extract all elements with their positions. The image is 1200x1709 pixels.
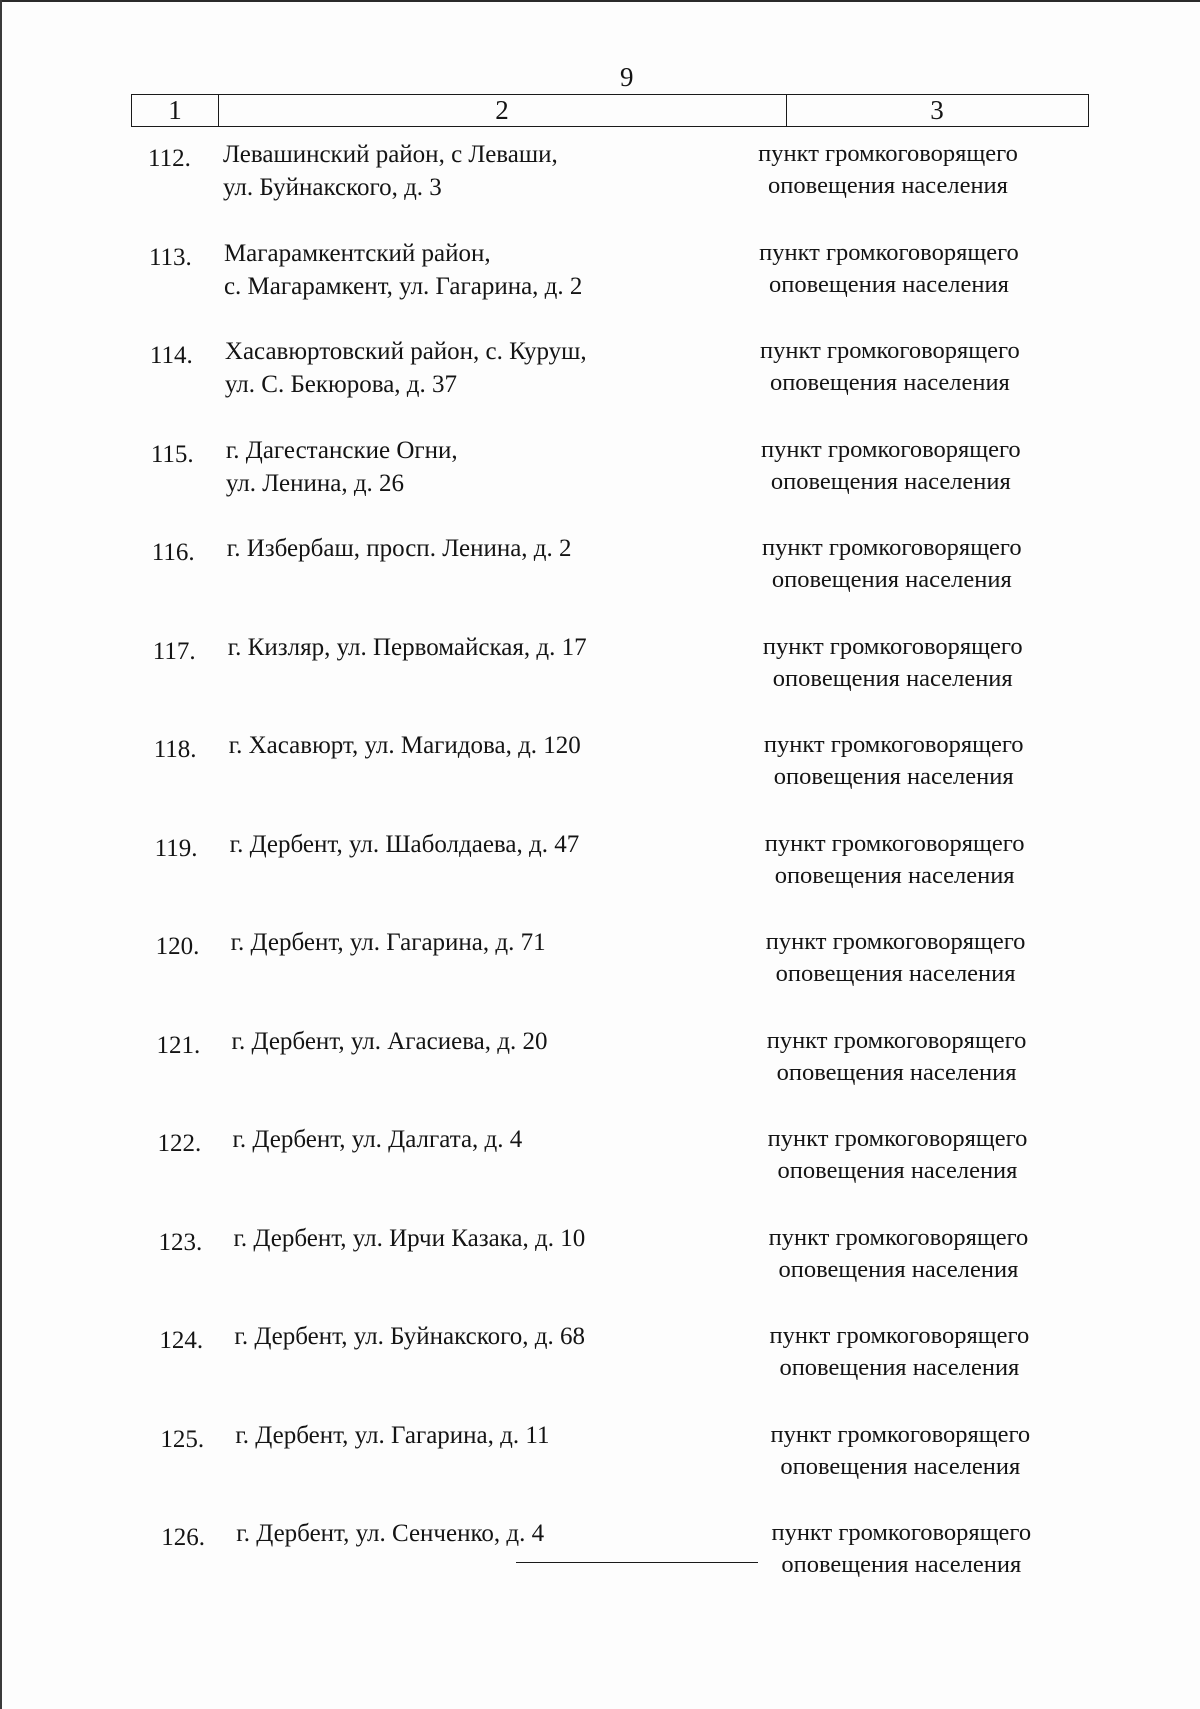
address-line: Магарамкентский район, — [223, 239, 491, 267]
table-row — [160, 1419, 1090, 1489]
row-number: 123. — [158, 1228, 203, 1256]
row-facility-type — [727, 1025, 1067, 1089]
row-facility-type — [720, 335, 1060, 399]
facility-type-line: пункт громкоговорящего — [764, 829, 1025, 857]
row-facility-type — [725, 828, 1065, 892]
facility-type-line: оповещения населения — [769, 369, 1010, 396]
facility-type-line: оповещения населения — [781, 1551, 1022, 1578]
row-address — [236, 1517, 706, 1550]
row-number: 124. — [159, 1327, 204, 1354]
row-address — [227, 532, 697, 565]
row-address — [223, 138, 693, 204]
facility-type-line: оповещения населения — [774, 861, 1015, 889]
facility-type-line: оповещения населения — [768, 270, 1009, 298]
facility-type-line: оповещения населения — [779, 1354, 1020, 1381]
row-facility-type — [726, 926, 1066, 990]
facility-type-line: пункт громкоговорящего — [770, 1420, 1031, 1448]
address-line: г. Кизляр, ул. Первомайская, д. 17 — [227, 633, 587, 661]
facility-type-line: пункт громкоговорящего — [771, 1519, 1032, 1546]
scan-edge-left — [0, 0, 2, 1709]
facility-type-line: пункт громкоговорящего — [759, 238, 1019, 266]
table-row — [156, 926, 1086, 996]
row-address — [224, 237, 694, 303]
row-facility-type — [728, 1123, 1068, 1187]
address-line: ул. Ленина, д. 26 — [225, 469, 405, 497]
row-number: 120. — [155, 933, 200, 960]
address-line: Левашинский район, с Леваши, — [223, 141, 558, 168]
row-address — [233, 1222, 703, 1255]
address-line: ул. Буйнакского, д. 3 — [223, 174, 442, 201]
facility-type-line: пункт громкоговорящего — [758, 140, 1018, 167]
address-line: г. Дербент, ул. Далгата, д. 4 — [232, 1126, 523, 1153]
row-number: 112. — [148, 145, 191, 172]
facility-type-line: пункт громкоговорящего — [768, 1223, 1029, 1251]
row-facility-type — [723, 631, 1063, 695]
facility-type-line: пункт громкоговорящего — [762, 632, 1023, 660]
row-address — [229, 729, 699, 762]
row-number: 126. — [161, 1524, 206, 1551]
facility-type-line: пункт громкоговорящего — [761, 534, 1022, 561]
facility-type-line: пункт громкоговорящего — [763, 731, 1024, 758]
facility-type-line: оповещения населения — [768, 172, 1008, 199]
address-line: г. Хасавюрт, ул. Магидова, д. 120 — [228, 732, 581, 759]
row-address — [225, 335, 695, 401]
column-header-1: 1 — [132, 95, 219, 126]
table-row — [159, 1320, 1089, 1390]
row-facility-type — [722, 532, 1062, 596]
address-line: г. Дербент, ул. Шаболдаева, д. 47 — [229, 830, 580, 858]
address-line: г. Дербент, ул. Ирчи Казака, д. 10 — [233, 1224, 586, 1252]
column-header-3: 3 — [930, 95, 944, 125]
address-line: ул. С. Бекюрова, д. 37 — [224, 371, 458, 398]
facility-type-line: пункт громкоговорящего — [765, 928, 1026, 955]
row-address — [230, 828, 700, 861]
facility-type-line: пункт громкоговорящего — [760, 337, 1020, 364]
address-line: г. Дербент, ул. Гагарина, д. 71 — [230, 929, 546, 956]
row-facility-type — [728, 1222, 1068, 1286]
row-facility-type — [721, 434, 1061, 498]
table-row — [149, 237, 1079, 307]
address-line: г. Дербент, ул. Гагарина, д. 11 — [235, 1421, 550, 1449]
row-number: 118. — [153, 736, 197, 763]
row-facility-type — [718, 138, 1058, 202]
address-line: г. Дагестанские Огни, — [225, 436, 458, 464]
row-facility-type — [731, 1517, 1071, 1581]
facility-type-line: оповещения населения — [775, 960, 1016, 987]
address-line: г. Избербаш, просп. Ленина, д. 2 — [226, 535, 572, 562]
end-rule — [516, 1562, 758, 1563]
table-row — [154, 729, 1084, 799]
facility-type-line: оповещения населения — [773, 763, 1014, 790]
address-line: г. Дербент, ул. Сенченко, д. 4 — [236, 1520, 545, 1547]
row-number: 125. — [160, 1425, 205, 1453]
facility-type-line: оповещения населения — [778, 1255, 1019, 1283]
table-row — [155, 828, 1085, 898]
table-row — [151, 434, 1081, 504]
scan-edge-top — [0, 0, 1200, 2]
facility-type-line: пункт громкоговорящего — [769, 1322, 1030, 1349]
facility-type-line: оповещения населения — [776, 1058, 1017, 1086]
row-number: 115. — [150, 440, 194, 468]
row-address — [232, 1025, 702, 1058]
page-number: 9 — [620, 62, 634, 92]
row-facility-type — [730, 1419, 1070, 1483]
facility-type-line: оповещения населения — [771, 566, 1012, 593]
row-number: 121. — [156, 1031, 201, 1059]
facility-type-line: оповещения населения — [780, 1452, 1021, 1480]
table-row — [153, 631, 1083, 701]
table-row — [158, 1222, 1088, 1292]
address-line: Хасавюртовский район, с. Куруш, — [224, 338, 587, 365]
facility-type-line: оповещения населения — [770, 467, 1011, 495]
row-number: 117. — [152, 637, 196, 665]
column-header-2: 2 — [218, 95, 787, 126]
table-row — [150, 335, 1080, 405]
row-address — [235, 1419, 705, 1452]
address-line: с. Магарамкент, ул. Гагарина, д. 2 — [223, 272, 583, 300]
row-facility-type — [729, 1320, 1069, 1384]
row-address — [231, 926, 701, 959]
facility-type-line: пункт громкоговорящего — [766, 1026, 1027, 1054]
row-number: 116. — [151, 539, 195, 566]
row-number: 122. — [157, 1130, 202, 1157]
row-address — [228, 631, 698, 664]
row-number: 113. — [148, 243, 192, 271]
facility-type-line: оповещения населения — [772, 664, 1013, 692]
row-address — [226, 434, 696, 500]
column-header-row — [131, 94, 1089, 127]
row-number: 119. — [154, 834, 198, 862]
facility-type-line: пункт громкоговорящего — [767, 1125, 1028, 1152]
address-line: г. Дербент, ул. Агасиева, д. 20 — [231, 1027, 548, 1055]
table-row — [161, 1517, 1091, 1587]
address-line: г. Дербент, ул. Буйнакского, д. 68 — [234, 1323, 586, 1350]
table-row — [152, 532, 1082, 602]
table-row — [157, 1025, 1087, 1095]
table-row — [158, 1123, 1088, 1193]
row-facility-type — [719, 237, 1059, 301]
row-number: 114. — [149, 342, 193, 369]
row-facility-type — [724, 729, 1064, 793]
row-address — [234, 1320, 704, 1353]
table-row — [148, 138, 1078, 208]
facility-type-line: пункт громкоговорящего — [761, 435, 1021, 463]
facility-type-line: оповещения населения — [777, 1157, 1018, 1184]
row-address — [233, 1123, 703, 1156]
